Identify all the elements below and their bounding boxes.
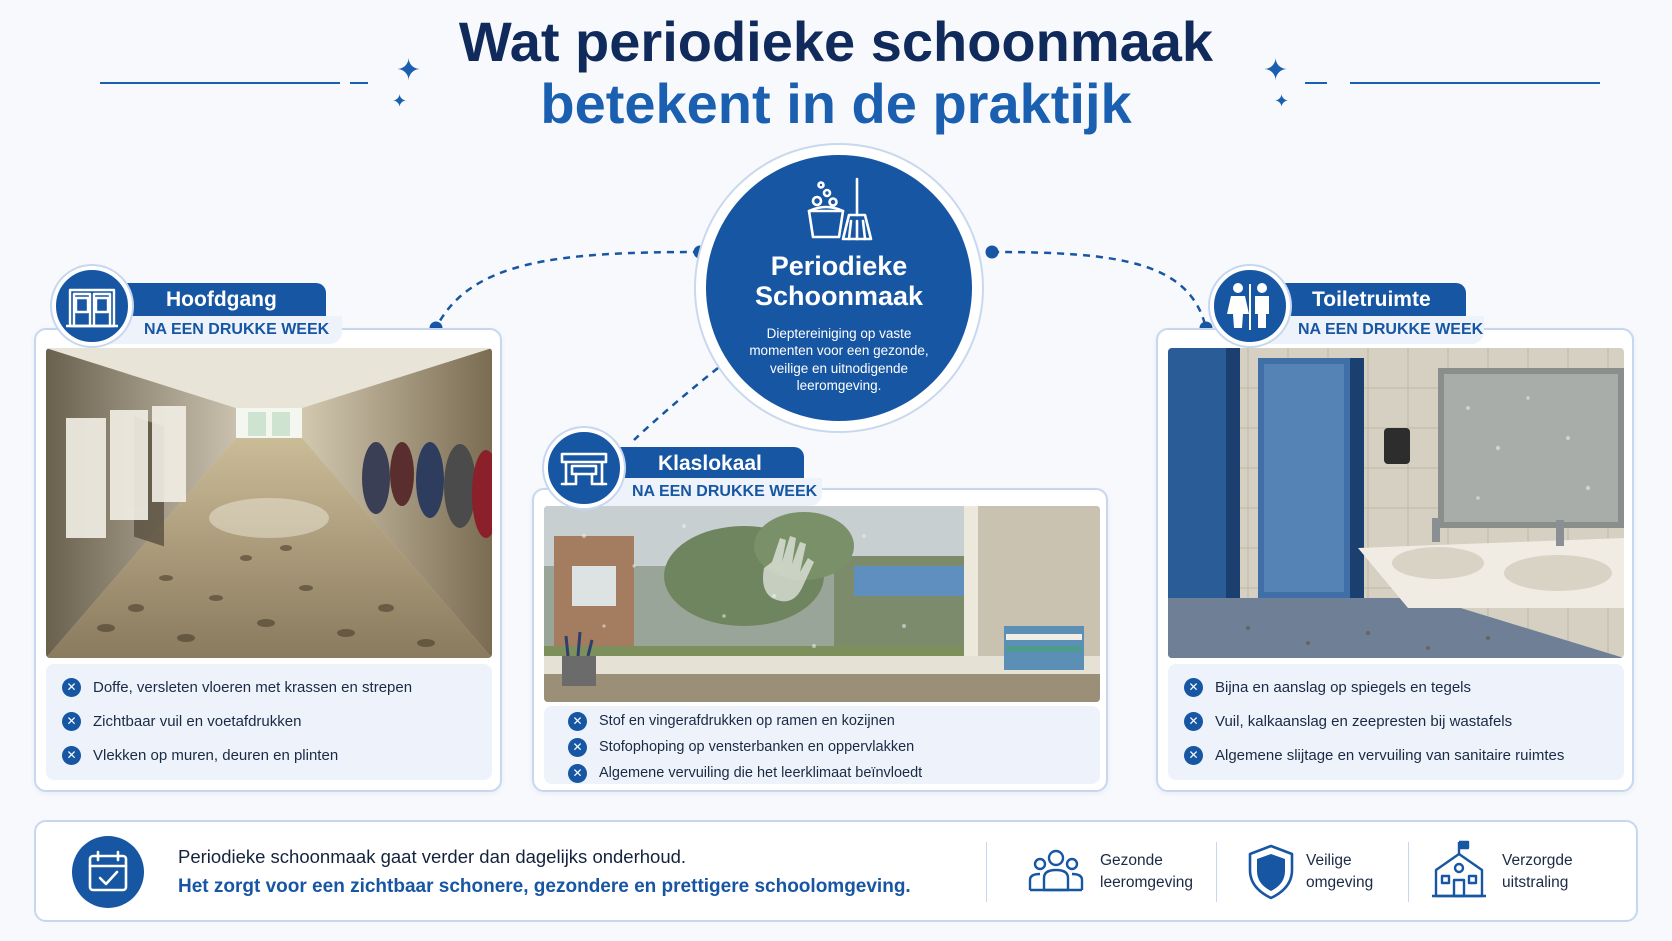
hoofdgang-icon-badge — [52, 266, 132, 346]
close-icon: ✕ — [62, 746, 81, 765]
people-group-icon — [1028, 846, 1084, 898]
divider — [986, 842, 987, 902]
list-item: ✕ Vuil, kalkaanslag en zeepresten bij wastafels — [1184, 710, 1512, 732]
hoofdgang-label: Hoofdgang — [110, 283, 326, 317]
cleaning-bucket-broom-icon — [803, 175, 875, 247]
sparkle-icon: ✦ — [1274, 91, 1290, 111]
summary-bar — [34, 820, 1638, 922]
sparkle-icon: ✦ — [396, 54, 422, 87]
divider — [1216, 842, 1217, 902]
klaslokaal-icon-badge — [544, 428, 624, 508]
connector-hoofdgang — [436, 252, 700, 328]
hoofdgang-sublabel: NA EEN DRUKKE WEEK — [110, 316, 342, 344]
school-building-icon — [1430, 840, 1488, 902]
list-item: ✕ Bijna en aanslag op spiegels en tegels — [1184, 676, 1471, 698]
close-icon: ✕ — [1184, 746, 1203, 765]
klaslokaal-sublabel: NA EEN DRUKKE WEEK — [602, 478, 822, 506]
card-klaslokaal — [532, 488, 1108, 792]
sparkle-icon: ✦ — [392, 91, 408, 111]
close-icon: ✕ — [62, 678, 81, 697]
benefit-veilige: Veilige omgeving — [1306, 852, 1374, 892]
calendar-check-icon — [72, 836, 144, 908]
toiletruimte-sublabel: NA EEN DRUKKE WEEK — [1262, 316, 1484, 344]
list-item: ✕ Doffe, versleten vloeren met krassen en strepen — [62, 676, 412, 698]
divider — [1408, 842, 1409, 902]
close-icon: ✕ — [568, 712, 587, 731]
classroom-window-photo — [544, 506, 1100, 702]
hallway-photo — [46, 348, 492, 658]
card-hoofdgang — [34, 328, 502, 792]
close-icon: ✕ — [62, 712, 81, 731]
list-item: ✕ Stof en vingerafdrukken op ramen en kozijnen — [568, 710, 895, 732]
connector-klaslokaal — [634, 368, 718, 440]
toiletruimte-label: Toiletruimte — [1262, 283, 1466, 317]
hoofdgang-issue-list — [46, 664, 492, 780]
toiletruimte-issue-list — [1168, 664, 1624, 780]
center-subtitle: Dieptereiniging op vaste momenten voor een gezonde, veilige en uitnodigende leeromgeving. — [749, 326, 929, 393]
list-item: ✕ Algemene vervuiling die het leerklimaat beïnvloedt — [568, 762, 922, 784]
connector-toiletruimte — [992, 252, 1206, 328]
summary-line-1: Periodieke schoonmaak gaat verder dan dagelijks onderhoud. — [178, 846, 687, 867]
sparkle-icon: ✦ — [1263, 54, 1289, 87]
toiletruimte-icon-badge — [1210, 266, 1290, 346]
center-title: Periodieke Schoonmaak — [754, 251, 924, 312]
klaslokaal-issue-list — [544, 706, 1100, 784]
list-item: ✕ Stofophoping op vensterbanken en oppervlakken — [568, 736, 914, 758]
close-icon: ✕ — [1184, 712, 1203, 731]
benefit-gezonde: Gezonde leeromgeving — [1100, 852, 1194, 892]
summary-icon-badge — [72, 836, 144, 908]
list-item: ✕ Vlekken op muren, deuren en plinten — [62, 744, 338, 766]
card-toiletruimte — [1156, 328, 1634, 792]
center-circle — [706, 155, 972, 421]
klaslokaal-label: Klaslokaal — [602, 447, 804, 481]
list-item: ✕ Zichtbaar vuil en voetafdrukken — [62, 710, 301, 732]
list-item: ✕ Algemene slijtage en vervuiling van sanitaire ruimtes — [1184, 744, 1564, 766]
shield-icon — [1244, 842, 1298, 902]
close-icon: ✕ — [1184, 678, 1203, 697]
restroom-photo — [1168, 348, 1624, 658]
close-icon: ✕ — [568, 738, 587, 757]
school-desk-icon — [548, 432, 620, 504]
title-line-2: betekent in de praktijk — [540, 72, 1132, 135]
title-line-1: Wat periodieke schoonmaak — [458, 10, 1214, 73]
restroom-icon — [1214, 270, 1286, 342]
benefit-verzorgde: Verzorgde uitstraling — [1502, 852, 1573, 892]
close-icon: ✕ — [568, 764, 587, 783]
summary-line-2: Het zorgt voor een zichtbaar schonere, gezondere en prettigere schoolomgeving. — [178, 876, 911, 897]
door-icon — [56, 270, 128, 342]
